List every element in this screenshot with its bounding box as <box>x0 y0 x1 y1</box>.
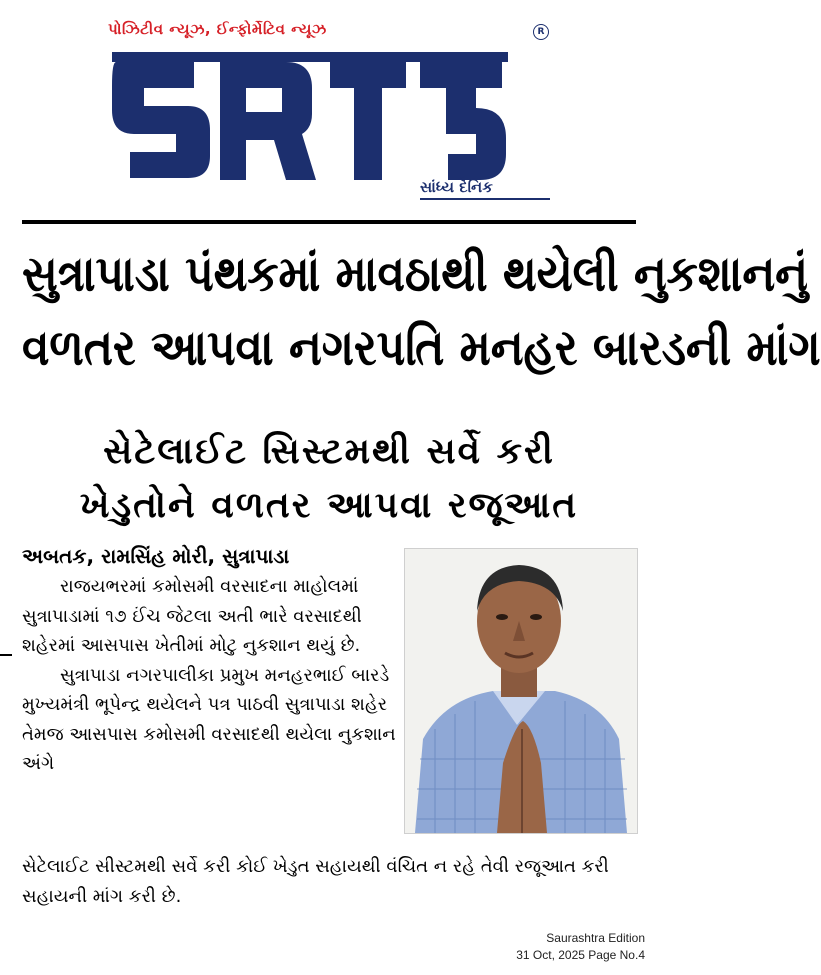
masthead-tagline: પોઝિટીવ ન્યૂઝ, ઈન્ફોર્મેટિવ ન્યૂઝ <box>108 20 327 38</box>
subtitle-underline <box>420 198 550 200</box>
registered-mark: R <box>533 24 549 40</box>
article-body <box>22 572 402 779</box>
article-paragraph: સુત્રાપાડા નગરપાલીકા પ્રમુખ મનહરભાઈ બારડે મુખ્યમંત્રી ભૂપેન્દ્ર થયેલને પત્ર પાઠવી સુત્રાપાડા શહેર તેમજ આસપાસ કમોસમી વરસાદથી થયેલા નુકશાન અંગે <box>22 664 396 774</box>
headline-line-2: વળતર આપવા નગરપતિ મનહર બારડની માંગ <box>22 319 821 377</box>
byline: અબતક, રામસિંહ મોરી, સુત્રાપાડા <box>22 544 290 568</box>
edition-label: Saurashtra Edition <box>546 931 645 945</box>
subheadline-line-2: ખેડુતોને વળતર આપવા રજૂઆત <box>79 485 579 526</box>
subheadline <box>22 425 636 533</box>
headline <box>22 238 821 386</box>
newspaper-logo <box>108 44 548 182</box>
mayor-photo <box>404 548 638 834</box>
date-page-label: 31 Oct, 2025 Page No.4 <box>516 948 645 962</box>
subheadline-line-1: સેટેલાઈટ સિસ્ટમથી સર્વે કરી <box>103 431 555 472</box>
article-paragraph: રાજયભરમાં કમોસમી વરસાદના માહોલમાં સુત્રાપાડામાં ૧૭ ઈંચ જેટલા અતી ભારે વરસાદથી શહેરમાં આસપાસ ખેતીમાં મોટુ નુકશાન થયું છે. <box>22 576 362 656</box>
page-footer <box>516 930 645 964</box>
article-body-continued <box>22 852 636 911</box>
masthead-subtitle: સાંધ્ય દૈનિક <box>420 178 493 196</box>
article-paragraph-continued: સેટેલાઈટ સીસ્ટમથી સર્વે કરી કોઈ ખેડુત સહાયથી વંચિત ન રહે તેવી રજૂઆત કરી સહાયની માંગ કરી છે. <box>22 856 609 907</box>
margin-mark <box>0 654 12 656</box>
headline-line-1: સુત્રાપાડા પંથકમાં માવઠાથી થયેલી નુકશાનનું <box>22 245 808 303</box>
header-divider <box>22 220 636 224</box>
